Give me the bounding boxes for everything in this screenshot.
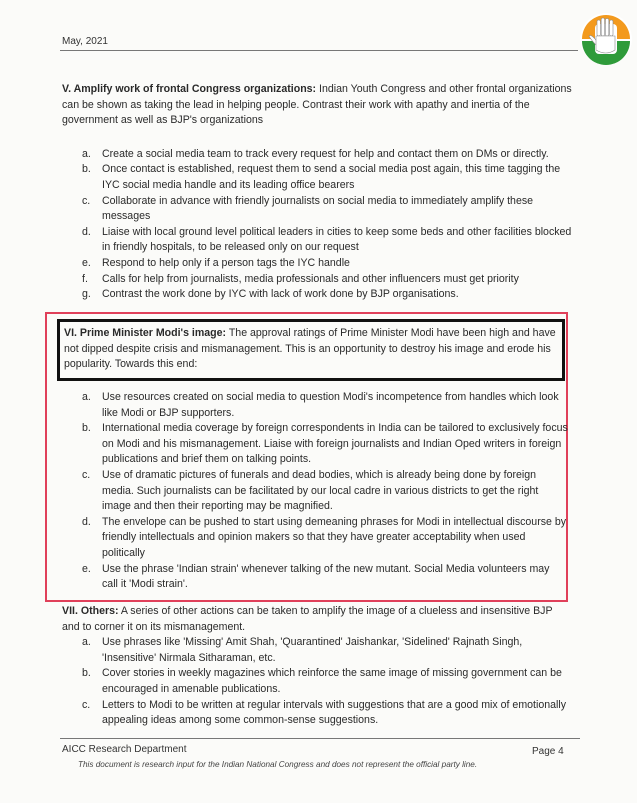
section5-intro: Indian Youth Congress and other frontal organizations can be shown as taking the lead in helping people. Contrast their work with apathy and inertia of the government as well as BJP's organizations (62, 83, 572, 127)
list-marker: b. (82, 667, 91, 680)
list-item (80, 562, 568, 593)
footer-department: AICC Research Department (62, 744, 187, 755)
list-item (80, 194, 572, 225)
list-marker: d. (82, 515, 91, 528)
list-item-text: Liaise with local ground level political leaders in cities to keep some beds and other facilities blocked in friendly hospitals, to be released only on our request (102, 225, 572, 254)
list-item-text: The envelope can be pushed to start using demeaning phrases for Modi in intellectual discourse by friendly intellectuals and opinion makers so that they have greater acceptability when used politically (102, 515, 567, 559)
list-marker: d. (82, 225, 91, 238)
list-marker: c. (82, 194, 91, 207)
section5-list (62, 147, 572, 303)
list-marker: c. (82, 698, 91, 711)
list-item (80, 515, 568, 562)
list-item-text: Use phrases like 'Missing' Amit Shah, 'Quarantined' Jaishankar, 'Sidelined' Rajnath Singh, 'Insensitive' Nirmala Sitharaman, etc. (102, 636, 523, 664)
list-item-text: Cover stories in weekly magazines which reinforce the same image of missing government can be encouraged in amenable publications. (102, 667, 562, 695)
list-marker: b. (82, 422, 91, 435)
list-marker: a. (82, 636, 91, 649)
list-marker: e. (82, 256, 91, 269)
section7-heading: VII. Others: (62, 605, 119, 617)
list-marker: b. (82, 163, 91, 176)
page-number: Page 4 (532, 746, 564, 757)
list-item (80, 162, 572, 193)
list-item-text: Collaborate in advance with friendly journalists on social media to immediately amplify these messages (102, 194, 534, 223)
list-marker: e. (82, 562, 91, 575)
list-item (80, 390, 568, 421)
list-item (80, 256, 572, 272)
list-item-text: Letters to Modi to be written at regular intervals with suggestions that are a good mix of emotionally appealing ideas among some common-sense suggestions. (102, 698, 567, 727)
list-item-text: Use of dramatic pictures of funerals and dead bodies, which is already being done by foreign media. Such journalists can be facilitated by our local cadre in various districts to get the right image and then their reporting may be magnified. (102, 468, 539, 513)
section5-heading: V. Amplify work of frontal Congress organizations: (62, 83, 317, 95)
list-item (80, 666, 572, 697)
list-item-text: Respond to help only if a person tags the IYC handle (102, 256, 350, 269)
congress-hand-logo-icon (577, 10, 635, 68)
list-marker: g. (82, 288, 91, 301)
list-item (80, 147, 572, 163)
section6-list-wrap (80, 390, 568, 593)
section7-intro: A series of other actions can be taken to amplify the image of a clueless and insensitive BJP and to corner it on its mismanagement. (62, 605, 553, 633)
list-item (80, 635, 572, 666)
list-item-text: Contrast the work done by IYC with lack of work done by BJP organisations. (102, 288, 459, 301)
list-marker: a. (82, 147, 91, 160)
section6-paragraph (64, 326, 556, 373)
footer-disclaimer: This document is research input for the Indian National Congress and does not represent the official party line. (78, 760, 478, 769)
list-marker: c. (82, 468, 91, 481)
section7-list (62, 635, 572, 729)
section6-heading-box (57, 319, 565, 381)
list-item-text: Use resources created on social media to question Modi's incompetence from handles which look like Modi or BJP supporters. (102, 391, 559, 419)
list-item-text: International media coverage by foreign correspondents in India can be tailored to exclusively focus on Modi and his mismanagement. Liaise with foreign journalists and Indian Oped writers in foreign publications and brief them on talking points. (102, 422, 568, 466)
list-item (80, 225, 572, 256)
section5-paragraph (62, 82, 572, 129)
section7-paragraph (62, 604, 572, 635)
list-marker: f. (82, 272, 88, 285)
list-item-text: Calls for help from journalists, media professionals and other influencers must get priority (102, 272, 519, 285)
list-item-text: Use the phrase 'Indian strain' whenever talking of the new mutant. Social Media volunteers may call it 'Modi strain'. (102, 562, 550, 591)
list-item-text: Create a social media team to track every request for help and contact them on DMs or directly. (102, 147, 549, 160)
section-frontal-organizations (62, 82, 572, 303)
header-date: May, 2021 (62, 36, 108, 47)
list-marker: a. (82, 391, 91, 403)
list-item (80, 698, 572, 729)
section-others (62, 604, 572, 729)
section6-intro: The approval ratings of Prime Minister Modi have been high and have not dipped despite crisis and mismanagement. This is an opportunity to destroy his image and erode his popularity. Towards this end: (64, 327, 556, 371)
section6-list (80, 390, 568, 593)
list-item (80, 468, 568, 515)
footer-divider (60, 738, 580, 739)
header-divider (60, 50, 578, 51)
section6-heading: VI. Prime Minister Modi's image: (64, 327, 227, 339)
list-item (80, 287, 572, 303)
list-item (80, 421, 568, 468)
list-item (80, 272, 572, 288)
list-item-text: Once contact is established, request them to send a social media post again, this time tagging the IYC social media handle and its leading office bearers (102, 163, 561, 191)
